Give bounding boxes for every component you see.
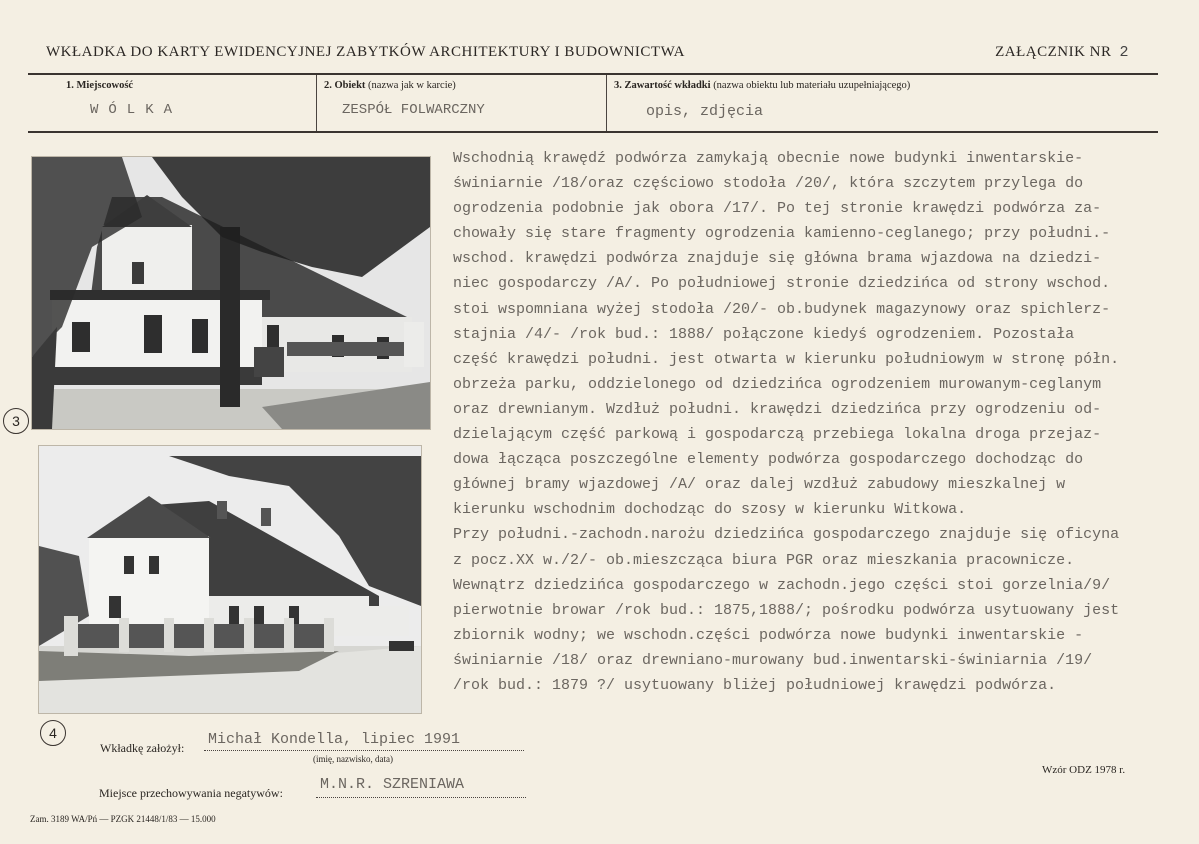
description-line: wschod. krawędzi podwórza znajduje się główna brama wjazdowa na dziedzi-: [453, 250, 1102, 268]
locality-value: WÓLKA: [90, 102, 183, 118]
description-line: świniarnie /18/oraz częściowo stodoła /20/, która szczytem przylega do: [453, 175, 1084, 193]
content-value: opis, zdjęcia: [646, 103, 764, 120]
photo-manor-house-1: [31, 156, 431, 430]
description-line: z pocz.XX w./2/- ob.mieszcząca biura PGR oraz mieszkania pracownicze.: [453, 551, 1075, 569]
annex-number: 2: [1119, 44, 1129, 61]
made-by-line: [204, 750, 524, 751]
description-line: chowały się stare fragmenty ogrodzenia kamienno-ceglanego; przy południ.-: [453, 225, 1111, 243]
field-divider-1: [316, 75, 317, 131]
negatives-line: [316, 797, 526, 798]
photo-manor-house-1-image: [32, 157, 430, 429]
photo-number-3: 3: [3, 408, 29, 434]
description-line: obrzeża parku, oddzielonego od dziedzińca ogrodzeniem murowanym-ceglanym: [453, 375, 1102, 393]
photo-manor-house-2-image: [39, 446, 421, 713]
description-line: niec gospodarczy /A/. Po południowej stronie dziedzińca od strony wschod.: [453, 275, 1111, 293]
description-line: zbiornik wodny; we wschodn.części podwórza nowe budynki inwentarskie -: [453, 626, 1084, 644]
description-line: głównej bramy wjazdowej /A/ oraz dalej wzdłuż zabudowy mieszkalnej w: [453, 476, 1066, 494]
description-line: dowa łącząca poszczególne elementy podwórza gospodarczego dochodząc do: [453, 451, 1084, 469]
object-label-text: 2. Obiekt: [324, 80, 366, 91]
form-title: WKŁADKA DO KARTY EWIDENCYJNEJ ZABYTKÓW ARCHITEKTURY I BUDOWNICTWA: [46, 44, 685, 60]
description-line: /rok bud.: 1879 ?/ usytuowany bliżej południowej krawędzi podwórza.: [453, 676, 1057, 694]
description-line: oraz drewnianym. Wzdłuż południ. krawędzi dziedzińca przy ogrodzeniu od-: [453, 400, 1102, 418]
description-text: [453, 146, 1173, 698]
object-value: ZESPÓŁ FOLWARCZNY: [342, 102, 485, 118]
description-line: ogrodzenia podobnie jak obora /17/. Po tej stronie krawędzi podwórza za-: [453, 200, 1102, 218]
description-line: stoi wspomniana wyżej stodoła /20/- ob.budynek magazynowy oraz spichlerz-: [453, 300, 1111, 318]
made-by-note: (imię, nazwisko, data): [313, 754, 393, 764]
description-line: dzielającym część parkową i gospodarczą przebiega lokalna droga przejaz-: [453, 426, 1102, 444]
made-by-label: Wkładkę założył:: [100, 741, 185, 755]
annex-label: [995, 44, 1129, 61]
description-line: stajnia /4/- /rok bud.: 1888/ połączone kiedyś ogrodzeniem. Pozostała: [453, 325, 1075, 343]
locality-label-text: 1. Miejscowość: [66, 80, 134, 91]
negatives-value: M.N.R. SZRENIAWA: [320, 776, 465, 793]
header-rule-bottom: [28, 131, 1158, 133]
photo-number-4: 4: [40, 720, 66, 746]
made-by-value: Michał Kondella, lipiec 1991: [208, 731, 461, 748]
description-line: Wewnątrz dziedzińca gospodarczego w zachodn.jego części stoi gorzelnia/9/: [453, 576, 1111, 594]
negatives-label: Miejsce przechowywania negatywów:: [99, 786, 283, 800]
photo-manor-house-2: [38, 445, 422, 714]
field-divider-2: [606, 75, 607, 131]
content-label-note: (nazwa obiektu lub materiału uzupełniającego): [713, 80, 911, 91]
header-rule-top: [28, 73, 1158, 75]
locality-label: [66, 80, 133, 91]
content-label: [614, 80, 910, 91]
description-line: Wschodnią krawędź podwórza zamykają obecnie nowe budynki inwentarskie-: [453, 150, 1084, 167]
object-label: [324, 80, 456, 91]
annex-label-text: ZAŁĄCZNIK NR: [995, 44, 1112, 60]
description-line: świniarnie /18/ oraz drewniano-murowany bud.inwentarski-świniarnia /19/: [453, 651, 1093, 669]
description-line: kierunku wschodnim dochodząc do szosy w kierunku Witkowa.: [453, 501, 967, 519]
content-label-text: 3. Zawartość wkładki: [614, 80, 711, 91]
description-line: Przy południ.-zachodn.narożu dziedzińca gospodarczego znajduje się oficyna: [453, 526, 1120, 544]
object-label-note: (nazwa jak w karcie): [368, 80, 456, 91]
print-info: Zam. 3189 WA/Pń — PZGK 21448/1/83 — 15.000: [30, 814, 216, 824]
description-line: część krawędzi południ. jest otwarta w kierunku południowym w stronę półn.: [453, 350, 1120, 368]
description-line: pierwotnie browar /rok bud.: 1875,1888/; pośrodku podwórza usytuowany jest: [453, 601, 1120, 619]
form-model: Wzór ODZ 1978 r.: [1042, 764, 1126, 776]
